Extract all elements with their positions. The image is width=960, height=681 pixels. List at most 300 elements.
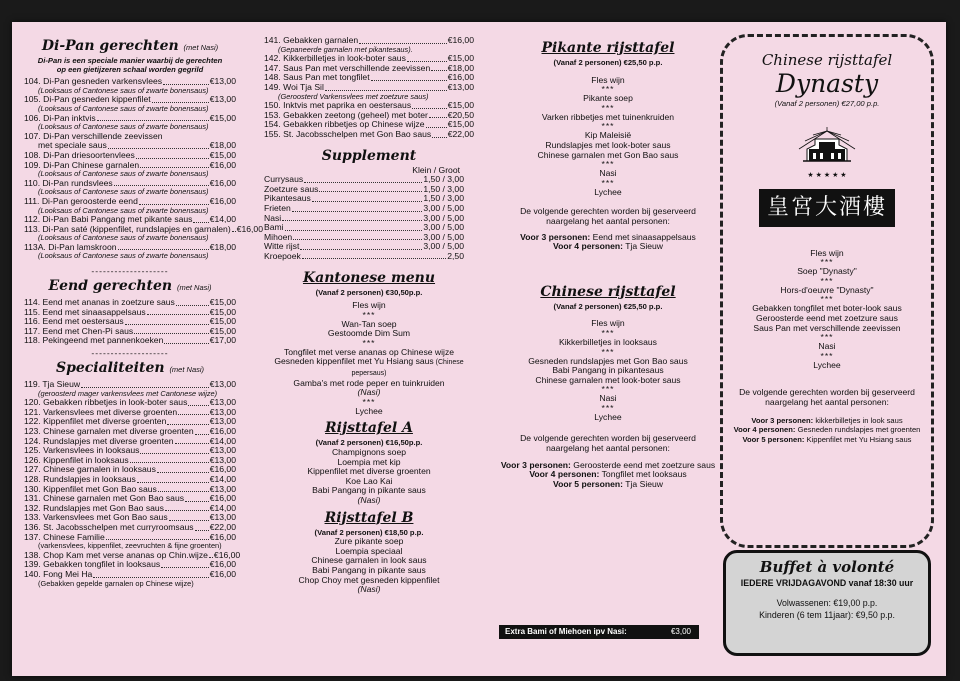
pikante-heading: Pikante rijsttafel (541, 40, 675, 56)
menu-item (264, 130, 474, 140)
item-price: €15,00 (209, 325, 236, 336)
dipan-intro-2: op een gietijzeren schaal worden gegrild (56, 64, 204, 74)
item-name: 113A. Di-Pan lamskroon (24, 241, 117, 252)
item-name: 117. Eend met Chen-Pi saus (24, 325, 134, 336)
item-name: 130. Kippenfilet met Gon Bao saus (24, 483, 157, 494)
rating-stars: ★ ★ ★ ★ ★ (807, 171, 847, 179)
item-name: Pikantesaus (264, 193, 311, 204)
leader-dots (125, 324, 209, 325)
item-note: (Looksaus of Cantonese saus of zwarte bonensaus) (38, 233, 209, 243)
item-name: Mihoen (264, 231, 293, 242)
leader-dots (412, 108, 447, 109)
leader-dots (193, 222, 208, 223)
leader-dots (432, 137, 447, 138)
item-price: €16,00 (209, 568, 236, 579)
buffet-kids-price: Kinderen (6 tem 11jaar): €9,50 p.p. (759, 609, 895, 620)
column-3 (497, 38, 719, 636)
menu-line: Nasi (599, 393, 617, 404)
chinese-rijsttafel-price: (Vanaf 2 personen) €25,50 p.p. (553, 301, 663, 311)
dipan-list (24, 76, 263, 261)
dynasty-price: (Vanaf 2 personen) €27,00 p.p. (774, 99, 880, 108)
item-name: Frieten (264, 202, 291, 213)
item-name: 122. Kippenfilet met diverse groenten (24, 416, 167, 427)
item-price: €15,00 (447, 100, 474, 111)
extra-label: Extra Bami of Miehoen ipv Nasi: (505, 627, 627, 636)
menu-line: Saus Pan met verschillende zeevissen (753, 322, 901, 333)
item-note: (geroosterd mager varkensvlees met Cantonese wijze) (38, 388, 218, 398)
menu-line: Pikante soep (583, 93, 633, 104)
menu-line: Fles wijn (352, 300, 386, 311)
menu-line: Babi Pangang in pikante saus (312, 564, 426, 575)
item-name: 126. Kippenfilet in looksaus (24, 454, 129, 465)
menu-line: Babi Pangang in pikante saus (312, 485, 426, 496)
item-price: 2,50 (447, 250, 464, 261)
leader-dots (293, 239, 422, 240)
separator-stars: *** (601, 402, 615, 413)
leader-dots (140, 453, 208, 454)
supplement-list (264, 175, 474, 261)
dipan-heading: Di-Pan gerechten (met Nasi) (41, 38, 219, 54)
item-price: €13,00 (209, 397, 236, 408)
leader-dots (114, 185, 209, 186)
chinese-footer-2: naargelang het aantal personen: (546, 443, 670, 454)
item-name: 148. Saus Pan met tongfilet (264, 72, 370, 83)
menu-line: Kikkerbilletjes in looksaus (559, 336, 657, 347)
menu-line: Champignons soep (331, 447, 407, 457)
pikante-3p: Voor 3 personen: Eend met sinaasappelsaus (520, 231, 696, 242)
menu-line: Babi Pangang in pikantesaus (552, 365, 664, 376)
rijsttafel-a-lines (264, 448, 474, 506)
item-name: 147. Saus Pan met verschillende zeevissen (264, 62, 431, 73)
leader-dots (175, 443, 209, 444)
item-name: 133. Varkensvlees met Gon Bao saus (24, 512, 168, 523)
item-price: €16,00 (209, 426, 236, 436)
menu-line: Wan-Tan soep (341, 318, 397, 329)
item-name: 141. Gebakken garnalen (264, 35, 359, 45)
leader-dots (359, 43, 447, 44)
item-name: 137. Chinese Familie (24, 531, 105, 542)
leader-dots (137, 482, 209, 483)
item-name: Kroepoek (264, 250, 301, 261)
separator-stars: *** (601, 327, 615, 338)
item-price: €14,00 (209, 502, 236, 513)
dynasty-title-2: Dynasty (775, 69, 879, 98)
buffet-box (723, 550, 931, 656)
item-price: €14,00 (209, 473, 236, 484)
leader-dots (81, 387, 209, 388)
item-name: 108. Di-Pan driesoortenvlees (24, 149, 135, 160)
separator-stars: *** (362, 309, 376, 320)
item-name: 136. St. Jacobsschelpen met curryroomsaus (24, 521, 194, 532)
item-price: €13,00 (209, 483, 236, 494)
item-note: (Looksaus of Cantonese saus of zwarte bonensaus) (38, 122, 209, 132)
item-name: 153. Gebakken zeetong (geheel) met boter (264, 109, 428, 120)
leader-dots (163, 84, 209, 85)
item-name: 118. Pekingeend met pannenkoeken (24, 335, 164, 346)
menu-line: Chop Choy met gesneden kippenfilet (298, 574, 440, 585)
item-price: €16,00 (209, 493, 236, 504)
menu-line: Lychee (594, 411, 622, 422)
dynasty-3p: Voor 3 personen: kikkerbilletjes in look saus (751, 415, 903, 425)
item-name: 124. Rundslapjes met diverse groenten (24, 435, 174, 446)
dynasty-box (720, 34, 934, 548)
menu-line: Gesneden rundslapjes met Gon Bao saus (528, 355, 688, 366)
item-price: €22,00 (447, 128, 474, 139)
item-price: 3,00 / 5,00 (423, 241, 464, 252)
dynasty-footer-2: naargelang het aantal personen: (765, 396, 889, 407)
leader-dots (429, 117, 447, 118)
item-price: €14,00 (209, 214, 236, 225)
leader-dots (285, 230, 423, 231)
leader-dots (97, 120, 209, 121)
separator-stars: *** (601, 84, 615, 95)
item-price: €13,00 (209, 379, 236, 390)
separator-stars: *** (601, 346, 615, 357)
item-name: 109. Di-Pan Chinese garnalen (24, 159, 140, 170)
item-name: 128. Rundslapjes in looksaus (24, 473, 136, 484)
yu-hsiang-note: (Chinese pepersaus) (351, 359, 464, 378)
item-name: 114. Eend met ananas in zoetzure saus (24, 297, 175, 308)
menu-line: Lychee (813, 359, 841, 370)
leader-dots (176, 305, 209, 306)
leader-dots (188, 405, 208, 406)
leader-dots (108, 148, 209, 149)
item-name: 149. Woi Tja Sil (264, 81, 324, 92)
item-price: €15,00 (209, 306, 236, 317)
spec-heading: Specialiteiten (met Nasi) (55, 360, 205, 377)
chinese-rijsttafel-lines (497, 319, 719, 422)
leader-dots (195, 530, 209, 531)
item-name: 119. Tja Sieuw (24, 379, 81, 390)
leader-dots (106, 539, 209, 540)
item-name: Bami (264, 222, 284, 233)
item-name: 104. Di-Pan gesneden varkensvlees (24, 76, 163, 87)
item-price: €16,00 (447, 35, 474, 45)
chinese-5p: Voor 5 personen: Tja Sieuw (552, 478, 663, 489)
item-note: (Gepaneerde garnalen met pikantesaus). (278, 44, 413, 54)
item-name: Witte rijst (264, 241, 300, 252)
menu-line: Gesneden kippenfilet met Yu Hsiang saus (Chinese pepersaus) (274, 356, 464, 378)
item-note: (Looksaus of Cantonese saus of zwarte bonensaus) (38, 169, 209, 179)
kantonese-price: (Vanaf 2 personen) €30,50p.p. (315, 288, 423, 298)
rijsttafel-b-price: (Vanaf 2 personen) €18,50 p.p. (314, 527, 424, 537)
leader-dots (178, 414, 209, 415)
item-name: Currysaus (264, 174, 304, 185)
menu-line: Chinese garnalen in look saus (311, 555, 427, 566)
spec-list (24, 379, 241, 588)
item-price: €18,00 (209, 140, 236, 151)
item-name: 127. Chinese garnalen in looksaus (24, 464, 156, 475)
item-name: 123. Chinese garnalen met diverse groenten (24, 426, 194, 436)
separator-stars: *** (820, 332, 834, 343)
item-name: 142. Kikkerbilletjes in look-boter saus (264, 53, 406, 64)
leader-dots (140, 167, 209, 168)
leader-dots (161, 567, 209, 568)
menu-line: Chinese garnalen met Gon Bao saus (537, 149, 679, 160)
rijsttafel-a-price: (Vanaf 2 personen) €16,50p.p. (315, 438, 423, 448)
menu-line: Kippenfilet met diverse groenten (307, 466, 431, 477)
leader-dots (164, 343, 208, 344)
item-price: €16,00 (447, 72, 474, 83)
item-name: 154. Gebakken ribbetjes op Chinese wijze (264, 119, 425, 130)
item-price: 3,00 / 5,00 (423, 202, 464, 213)
menu-line: Zure pikante soep (334, 536, 404, 547)
leader-dots (304, 182, 422, 183)
pikante-footer-2: naargelang het aantal personen: (546, 215, 670, 226)
item-price: 3,00 / 5,00 (423, 212, 464, 223)
menu-item (24, 336, 236, 346)
item-price: €16,00 (236, 223, 263, 234)
leader-dots (325, 90, 447, 91)
item-name: 106. Di-Pan inktvis (24, 112, 96, 123)
item-price: 3,00 / 5,00 (423, 231, 464, 242)
leader-dots (139, 204, 209, 205)
leader-dots (407, 61, 447, 62)
menu-line: (Nasi) (357, 494, 381, 505)
item-price: €13,00 (209, 512, 236, 523)
rijsttafel-b-heading: Rijsttafel B (324, 509, 414, 526)
leader-dots (232, 231, 236, 232)
leader-dots (152, 102, 209, 103)
item-price: €17,00 (209, 335, 236, 346)
menu-line: Nasi (818, 341, 836, 352)
item-price: €15,00 (447, 53, 474, 64)
leader-dots (185, 501, 209, 502)
item-price: €13,00 (209, 94, 236, 105)
item-price: €16,00 (209, 159, 236, 170)
item-price: €15,00 (447, 119, 474, 130)
item-name: 139. Gebakken tongfilet in looksaus (24, 559, 161, 570)
pikante-4p: Voor 4 personen: Tja Sieuw (552, 241, 663, 252)
item-price: €15,00 (209, 297, 236, 308)
separator-stars: *** (601, 102, 615, 113)
leader-dots (134, 333, 208, 334)
column-2 (264, 36, 474, 595)
leader-dots (300, 249, 422, 250)
item-name: 150. Inktvis met paprika en oestersaus (264, 100, 412, 111)
chinese-footer-1: De volgende gerechten worden bij geserveerd (520, 433, 696, 444)
column-1 (24, 36, 263, 588)
leader-dots (136, 158, 209, 159)
item-name: 110. Di-Pan rundsvlees (24, 177, 113, 188)
item-note: (varkensvlees, kippenfilet, zeevruchten & fijne groenten) (38, 541, 222, 551)
separator-stars: *** (601, 121, 615, 132)
leader-dots (431, 70, 446, 71)
leader-dots (169, 520, 209, 521)
leader-dots (426, 127, 447, 128)
item-name: 121. Varkensvlees met diverse groenten (24, 406, 178, 417)
item-name: 111. Di-Pan geroosterde eend (24, 195, 138, 206)
menu-line: Fles wijn (810, 247, 844, 258)
supplement-header: Klein / Groot (412, 164, 460, 175)
menu-line: Soep "Dynasty" (797, 266, 857, 277)
chinese-4p: Voor 4 personen: Tongfilet met looksaus (529, 469, 687, 480)
item-price: €16,00 (209, 559, 236, 570)
separator-stars: *** (601, 177, 615, 188)
separator-stars: *** (820, 275, 834, 286)
leader-dots (93, 577, 208, 578)
chinese-name-plate: 皇宮大酒樓 (759, 189, 895, 227)
menu-line: (Nasi) (357, 584, 381, 595)
separator-stars: *** (362, 396, 376, 407)
item-note: (Looksaus of Cantonese saus of zwarte bonensaus) (38, 103, 209, 113)
menu-line: Loempia speciaal (335, 545, 403, 556)
item-name: 125. Varkensvlees in looksaus (24, 445, 140, 456)
dynasty-title-1: Chinese rijsttafel (761, 51, 893, 69)
item-price: 1,50 / 3,00 (423, 174, 464, 185)
menu-line: Nasi (599, 168, 617, 179)
buffet-title: Buffet à volonté (759, 558, 895, 576)
item-price: 1,50 / 3,00 (423, 183, 464, 194)
item-price: 1,50 / 3,00 (423, 193, 464, 204)
dipan-intro-1: Di-Pan is een speciale manier waarbij de gerechten (37, 56, 223, 65)
leader-dots (319, 191, 422, 192)
kantonese-heading: Kantonese menu (302, 270, 436, 287)
menu-line: Geroosterde eend met zoetzure saus (756, 312, 898, 323)
dynasty-5p: Voor 5 personen: Kippenfilet met Yu Hsiang saus (742, 434, 912, 444)
dynasty-footer-1: De volgende gerechten worden bij geserveerd (739, 387, 915, 398)
item-price: €16,00 (213, 549, 241, 560)
leader-dots (157, 472, 209, 473)
leader-dots (165, 510, 209, 511)
chinese-rijsttafel-heading: Chinese rijsttafel (540, 283, 676, 300)
item-name: 140. Fong Mei Ha (24, 568, 93, 579)
item-price: €18,00 (209, 241, 236, 252)
item-name: 120. Gebakken ribbetjes in look-boter saus (24, 397, 188, 408)
item-price: €16,00 (209, 195, 236, 206)
item-price: €15,00 (209, 112, 236, 123)
item-name: 105. Di-Pan gesneden kippenfilet (24, 94, 151, 105)
separator-stars: *** (820, 294, 834, 305)
menu-line: Rundslapjes met look-boter saus (545, 139, 671, 150)
item-name: 113. Di-Pan saté (kippenfilet, rundslapjes en garnalen) (24, 223, 231, 234)
item-price: €14,00 (209, 435, 236, 446)
menu-line: Fles wijn (591, 74, 625, 85)
leader-dots (371, 80, 447, 81)
item-name: 132. Rundslapjes met Gon Bao saus (24, 502, 164, 513)
separator-stars: *** (820, 350, 834, 361)
extra-bami-bar (499, 625, 699, 639)
item-note: (Looksaus of Cantonese saus of zwarte bonensaus) (38, 205, 209, 215)
item-price: €13,00 (447, 81, 474, 92)
item-name: 138. Chop Kam met verse ananas op Chin.wijze (24, 549, 208, 560)
item-price: €16,00 (209, 177, 236, 188)
separator-stars: *** (362, 337, 376, 348)
item-name: 112. Di-Pan Babi Pangang met pikante saus (24, 214, 193, 225)
eend-list (24, 298, 236, 346)
leader-dots (302, 258, 446, 259)
rijsttafel-a-heading: Rijsttafel A (325, 420, 413, 437)
pikante-lines (497, 76, 719, 198)
eend-heading: Eend gerechten (met Nasi) (48, 278, 212, 295)
leader-dots (282, 220, 422, 221)
divider: -------------------- (91, 348, 169, 359)
extra-price: €3,00 (670, 627, 691, 636)
item-name: 155. St. Jacobsschelpen met Gon Bao saus (264, 128, 432, 139)
item-price: 3,00 / 5,00 (423, 222, 464, 233)
specialty-list-continued (264, 36, 474, 140)
menu-line: Tongfilet met verse ananas op Chinese wijze (283, 346, 455, 357)
item-price: €20,50 (447, 109, 474, 120)
menu-line: Fles wijn (591, 318, 625, 329)
leader-dots (167, 424, 208, 425)
leader-dots (147, 314, 209, 315)
menu-line: Varken ribbetjes met tuinenkruiden (541, 111, 675, 122)
menu-line: Gestoomde Dim Sum (327, 328, 411, 339)
leader-dots (195, 434, 209, 435)
item-price: €15,00 (209, 149, 236, 160)
item-note: (Gebakken gepelde garnalen op Chinese wijze) (38, 578, 194, 588)
menu-line: Lychee (594, 186, 622, 197)
item-note: (Looksaus of Cantonese saus of zwarte bonensaus) (38, 251, 209, 261)
item-price: €22,00 (209, 521, 236, 532)
supplement-table (264, 166, 474, 262)
item-price: €13,00 (209, 454, 236, 465)
supplement-heading: Supplement (321, 147, 417, 164)
menu-line: Kip Maleisië (584, 130, 632, 141)
separator-stars: *** (820, 257, 834, 268)
item-name: 116. Eend met oestersaus (24, 316, 124, 327)
leader-dots (209, 557, 213, 558)
leader-dots (292, 211, 423, 212)
menu-line: Koe Lao Kai (345, 475, 393, 486)
leader-dots (130, 462, 209, 463)
item-name: 131. Chinese garnalen met Gon Bao saus (24, 493, 185, 504)
menu-line: Hors-d'oeuvre "Dynasty" (780, 284, 874, 295)
palace-logo-icon (787, 127, 867, 173)
item-name: Zoetzure saus (264, 183, 319, 194)
menu-line: Gebakken tongfilet met boter-look saus (752, 303, 902, 314)
item-price: €16,00 (209, 464, 236, 475)
leader-dots (118, 249, 209, 250)
menu-line: Gamba's met rode peper en tuinkruiden (293, 377, 445, 388)
item-name: 107. Di-Pan verschillende zeevissen (24, 130, 163, 141)
pikante-price: (Vanaf 2 personen) €25,50 p.p. (553, 58, 663, 67)
rijsttafel-b-lines (264, 537, 474, 595)
menu-line: Lychee (355, 405, 383, 416)
dynasty-4p: Voor 4 personen: Gesneden rundslapjes met groenten (733, 425, 921, 435)
item-note: (Geroosterd Varkensvlees met zoetzure saus) (278, 91, 429, 101)
separator-stars: *** (601, 384, 615, 395)
item-note: (Looksaus of Cantonese saus of zwarte bonensaus) (38, 85, 209, 95)
item-price: €18,00 (447, 62, 474, 73)
menu-line: (Nasi) (357, 387, 381, 398)
item-name: met speciale saus (38, 140, 107, 151)
leader-dots (158, 491, 209, 492)
divider: -------------------- (91, 266, 169, 277)
item-price: €13,00 (209, 76, 236, 87)
item-price: €13,00 (209, 406, 236, 417)
leader-dots (312, 201, 423, 202)
menu-line: Loempia met kip (337, 456, 401, 467)
buffet-day: IEDERE VRIJDAGAVOND vanaf 18:30 uur (740, 578, 914, 588)
item-price: €13,00 (209, 416, 236, 427)
item-name: 115. Eend met sinaasappelsaus (24, 306, 146, 317)
separator-stars: *** (601, 159, 615, 170)
chinese-3p: Voor 3 personen: Geroosterde eend met zoetzure saus (500, 459, 716, 470)
item-name: Nasi (264, 212, 282, 223)
dynasty-lines (729, 249, 925, 371)
item-price: €16,00 (209, 531, 236, 542)
menu-item (264, 252, 464, 262)
menu-page (12, 22, 946, 676)
menu-line: Chinese garnalen met look-boter saus (535, 374, 681, 385)
item-price: €15,00 (209, 316, 236, 327)
buffet-adult-price: Volwassenen: €19,00 p.p. (776, 597, 878, 608)
kantonese-lines (264, 301, 474, 416)
item-note: (Looksaus of Cantonese saus of zwarte bonensaus) (38, 187, 209, 197)
pikante-footer-1: De volgende gerechten worden bij geserveerd (520, 206, 696, 217)
